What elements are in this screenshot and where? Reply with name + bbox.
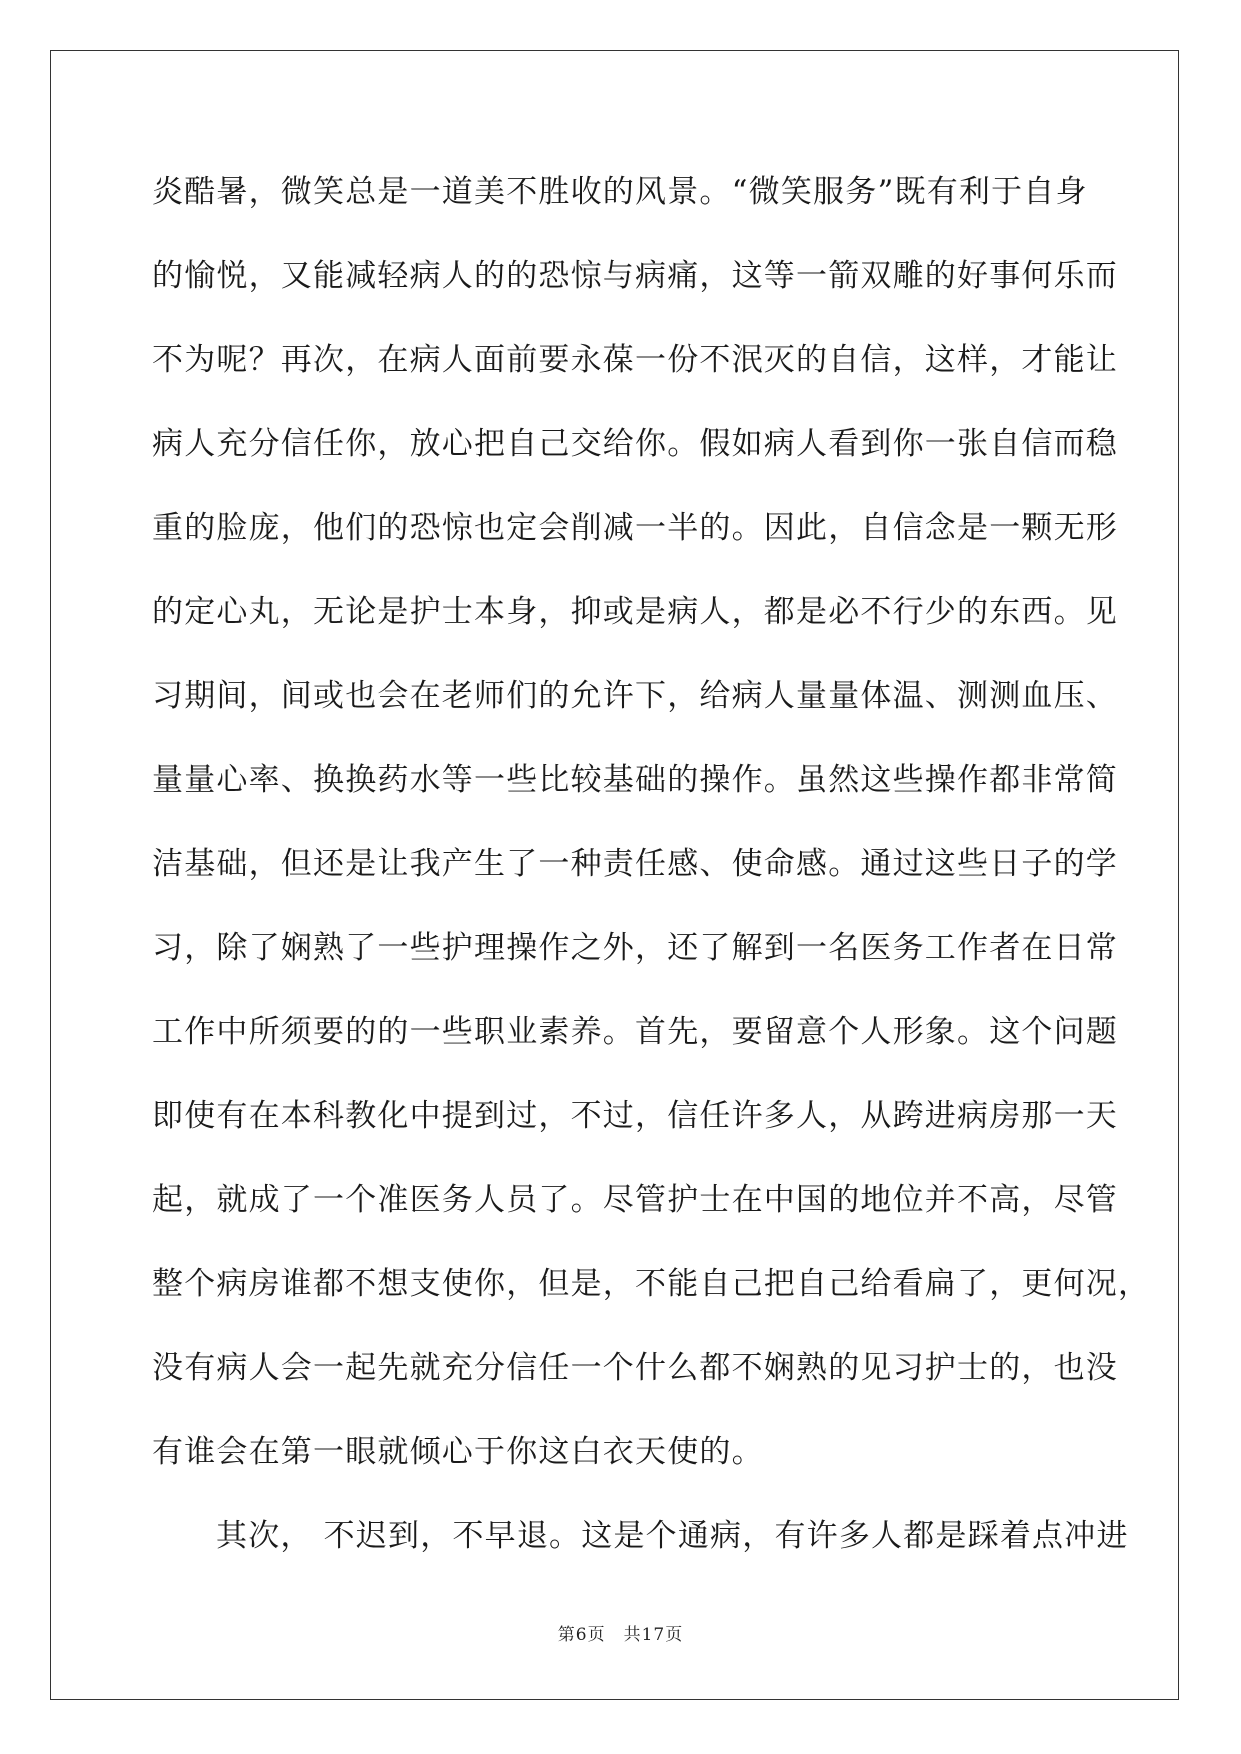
document-body [152, 162, 1151, 1590]
text-line: 量量心率、换换药水等一些比较基础的操作。虽然这些操作都非常简 [152, 762, 1118, 798]
text-line: 整个病房谁都不想支使你，但是，不能自己把自己给看扁了，更何况， [152, 1266, 1151, 1302]
text-line: 炎酷暑，微笑总是一道美不胜收的风景。“微笑服务”既有利于自身 [152, 174, 1088, 210]
text-line: 习期间，间或也会在老师们的允许下，给病人量量体温、测测血压、 [152, 678, 1118, 714]
text-line: 没有病人会一起先就充分信任一个什么都不娴熟的见习护士的，也没 [152, 1350, 1118, 1386]
page-number-footer: 第6页 共17页 [557, 1625, 684, 1645]
text-line: 习，除了娴熟了一些护理操作之外，还了解到一名医务工作者在日常 [152, 930, 1118, 966]
text-line: 不为呢？再次，在病人面前要永葆一份不泯灭的自信，这样，才能让 [152, 342, 1118, 378]
text-line: 即使有在本科教化中提到过，不过，信任许多人，从跨进病房那一天 [152, 1098, 1118, 1134]
text-line: 的愉悦，又能减轻病人的的恐惊与病痛，这等一箭双雕的好事何乐而 [152, 258, 1118, 294]
text-line: 的定心丸，无论是护士本身，抑或是病人，都是必不行少的东西。见 [152, 594, 1118, 630]
text-line: 起，就成了一个准医务人员了。尽管护士在中国的地位并不高，尽管 [152, 1182, 1118, 1218]
paragraph-start-line: 其次， 不迟到，不早退。这是个通病，有许多人都是踩着点冲进 [216, 1518, 1129, 1554]
text-line: 有谁会在第一眼就倾心于你这白衣天使的。 [152, 1434, 764, 1470]
text-line: 重的脸庞，他们的恐惊也定会削减一半的。因此，自信念是一颗无形 [152, 510, 1118, 546]
text-line: 洁基础，但还是让我产生了一种责任感、使命感。通过这些日子的学 [152, 846, 1118, 882]
text-line: 病人充分信任你，放心把自己交给你。假如病人看到你一张自信而稳 [152, 426, 1118, 462]
text-line: 工作中所须要的的一些职业素养。首先，要留意个人形象。这个问题 [152, 1014, 1118, 1050]
